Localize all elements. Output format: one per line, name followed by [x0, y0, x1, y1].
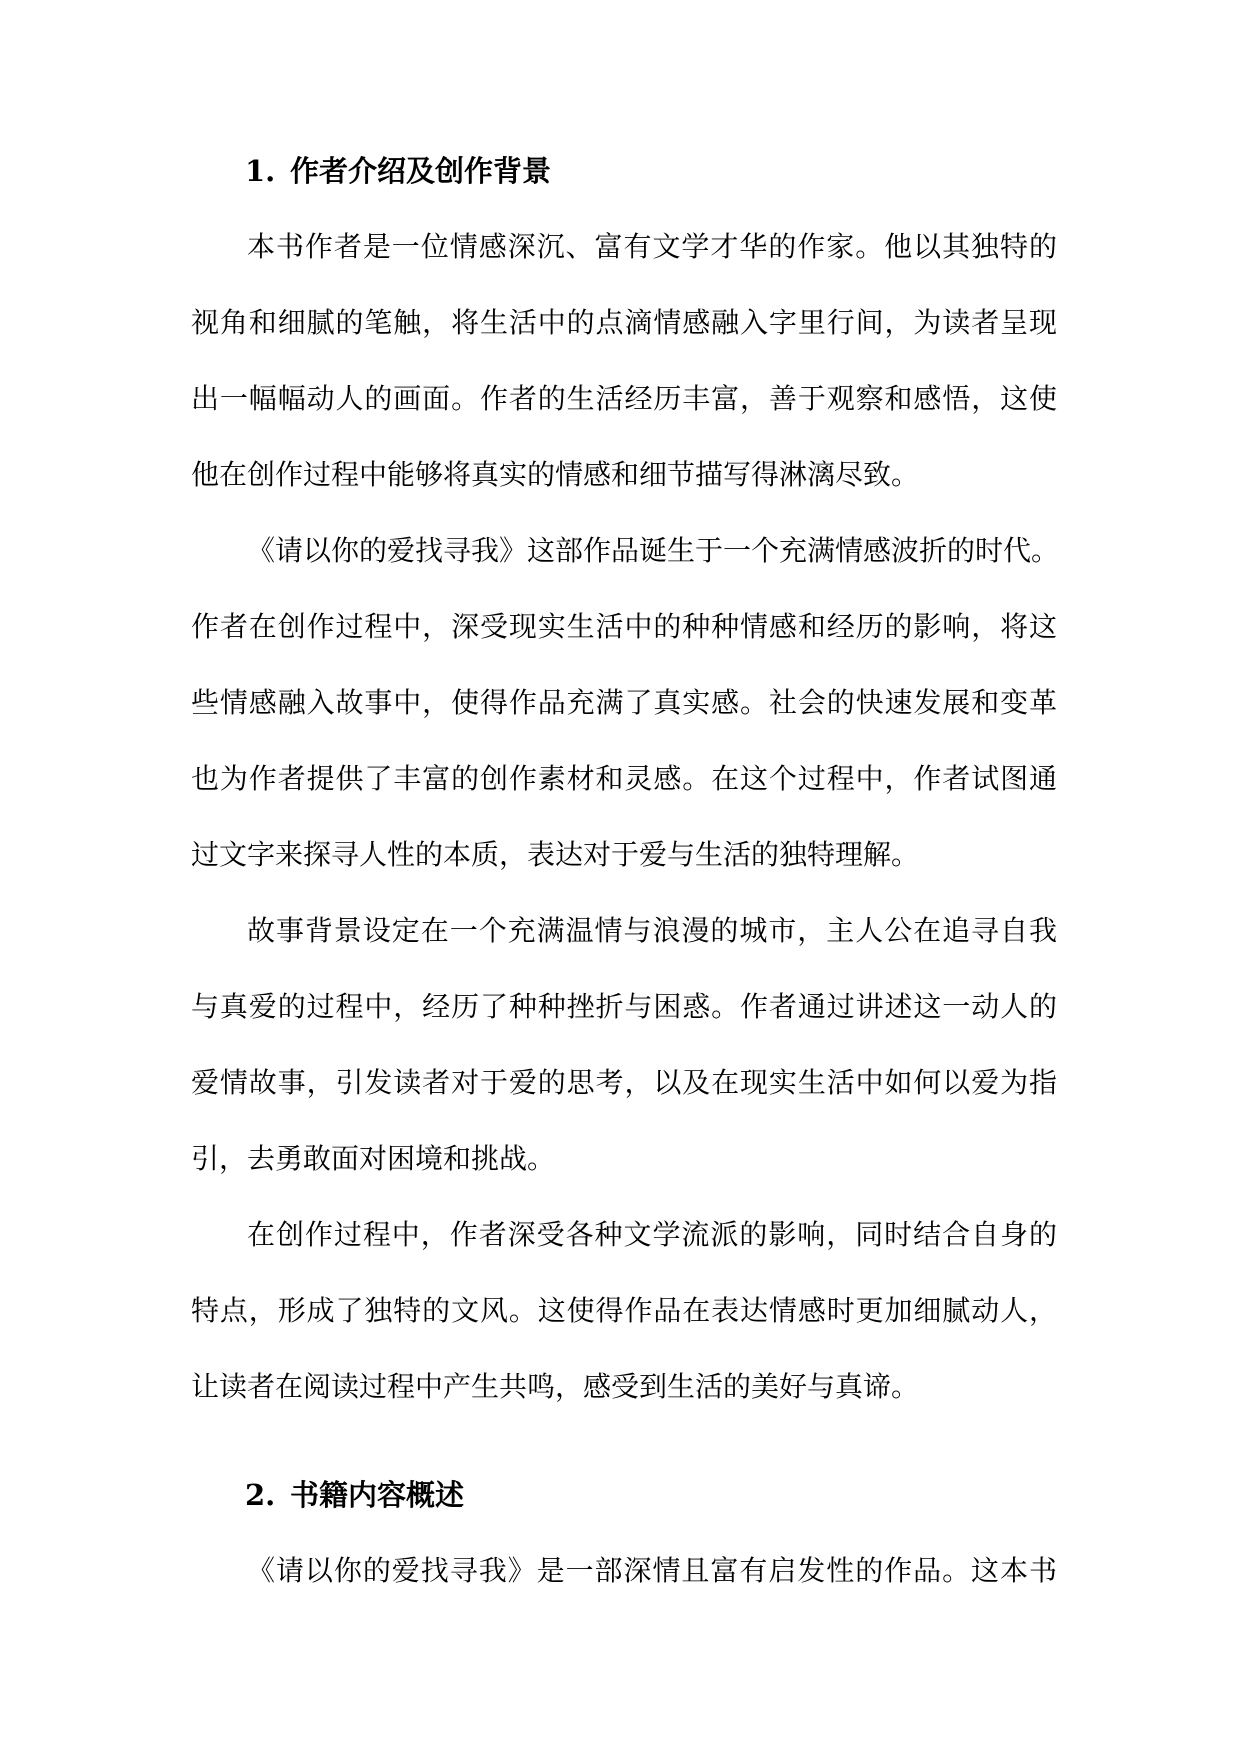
paragraph-line: 引，去勇敢面对困境和挑战。: [191, 1142, 556, 1175]
paragraph-line: 故事背景设定在一个充满温情与浪漫的城市，主人公在追寻自我: [247, 914, 1057, 947]
section-author-background: [191, 133, 1060, 1425]
section-content-overview: [191, 1457, 1057, 1609]
document-body: [191, 133, 1060, 1609]
paragraph-line: 《请以你的爱找寻我》是一部深情且富有启发性的作品。这本书: [247, 1554, 1057, 1587]
paragraph-writing-style: [191, 1197, 1057, 1425]
paragraph-line: 些情感融入故事中，使得作品充满了真实感。社会的快速发展和变革: [191, 686, 1057, 719]
section-number: 1.: [245, 154, 276, 188]
paragraph-line: 特点，形成了独特的文风。这使得作品在表达情感时更加细腻动人，: [191, 1294, 1057, 1327]
paragraph-line: 出一幅幅动人的画面。作者的生活经历丰富，善于观察和感悟，这使: [191, 382, 1057, 415]
paragraph-line: 本书作者是一位情感深沉、富有文学才华的作家。他以其独特的: [247, 230, 1057, 263]
paragraph-overview: [191, 1533, 1057, 1609]
section-number: 2.: [245, 1478, 276, 1512]
paragraph-line: 《请以你的爱找寻我》这部作品诞生于一个充满情感波折的时代。: [247, 534, 1060, 567]
paragraph-line: 让读者在阅读过程中产生共鸣，感受到生活的美好与真谛。: [191, 1370, 920, 1403]
section-title: 作者介绍及创作背景: [290, 154, 552, 188]
section-heading-content-overview: [191, 1457, 1057, 1533]
paragraph-line: 过文字来探寻人性的本质，表达对于爱与生活的独特理解。: [191, 838, 920, 871]
paragraph-line: 他在创作过程中能够将真实的情感和细节描写得淋漓尽致。: [191, 458, 920, 491]
paragraph-line: 与真爱的过程中，经历了种种挫折与困惑。作者通过讲述这一动人的: [191, 990, 1057, 1023]
section-title: 书籍内容概述: [290, 1478, 465, 1512]
paragraph-line: 在创作过程中，作者深受各种文学流派的影响，同时结合自身的: [247, 1218, 1057, 1251]
paragraph-work-origin: [191, 513, 1060, 893]
paragraph-line: 爱情故事，引发读者对于爱的思考，以及在现实生活中如何以爱为指: [191, 1066, 1057, 1099]
paragraph-line: 作者在创作过程中，深受现实生活中的种种情感和经历的影响，将这: [191, 610, 1057, 643]
paragraph-line: 也为作者提供了丰富的创作素材和灵感。在这个过程中，作者试图通: [191, 762, 1057, 795]
paragraph-author-intro: [191, 209, 1057, 513]
paragraph-line: 视角和细腻的笔触，将生活中的点滴情感融入字里行间，为读者呈现: [191, 306, 1057, 339]
paragraph-story-setting: [191, 893, 1057, 1197]
section-heading-author-background: [191, 133, 1057, 209]
